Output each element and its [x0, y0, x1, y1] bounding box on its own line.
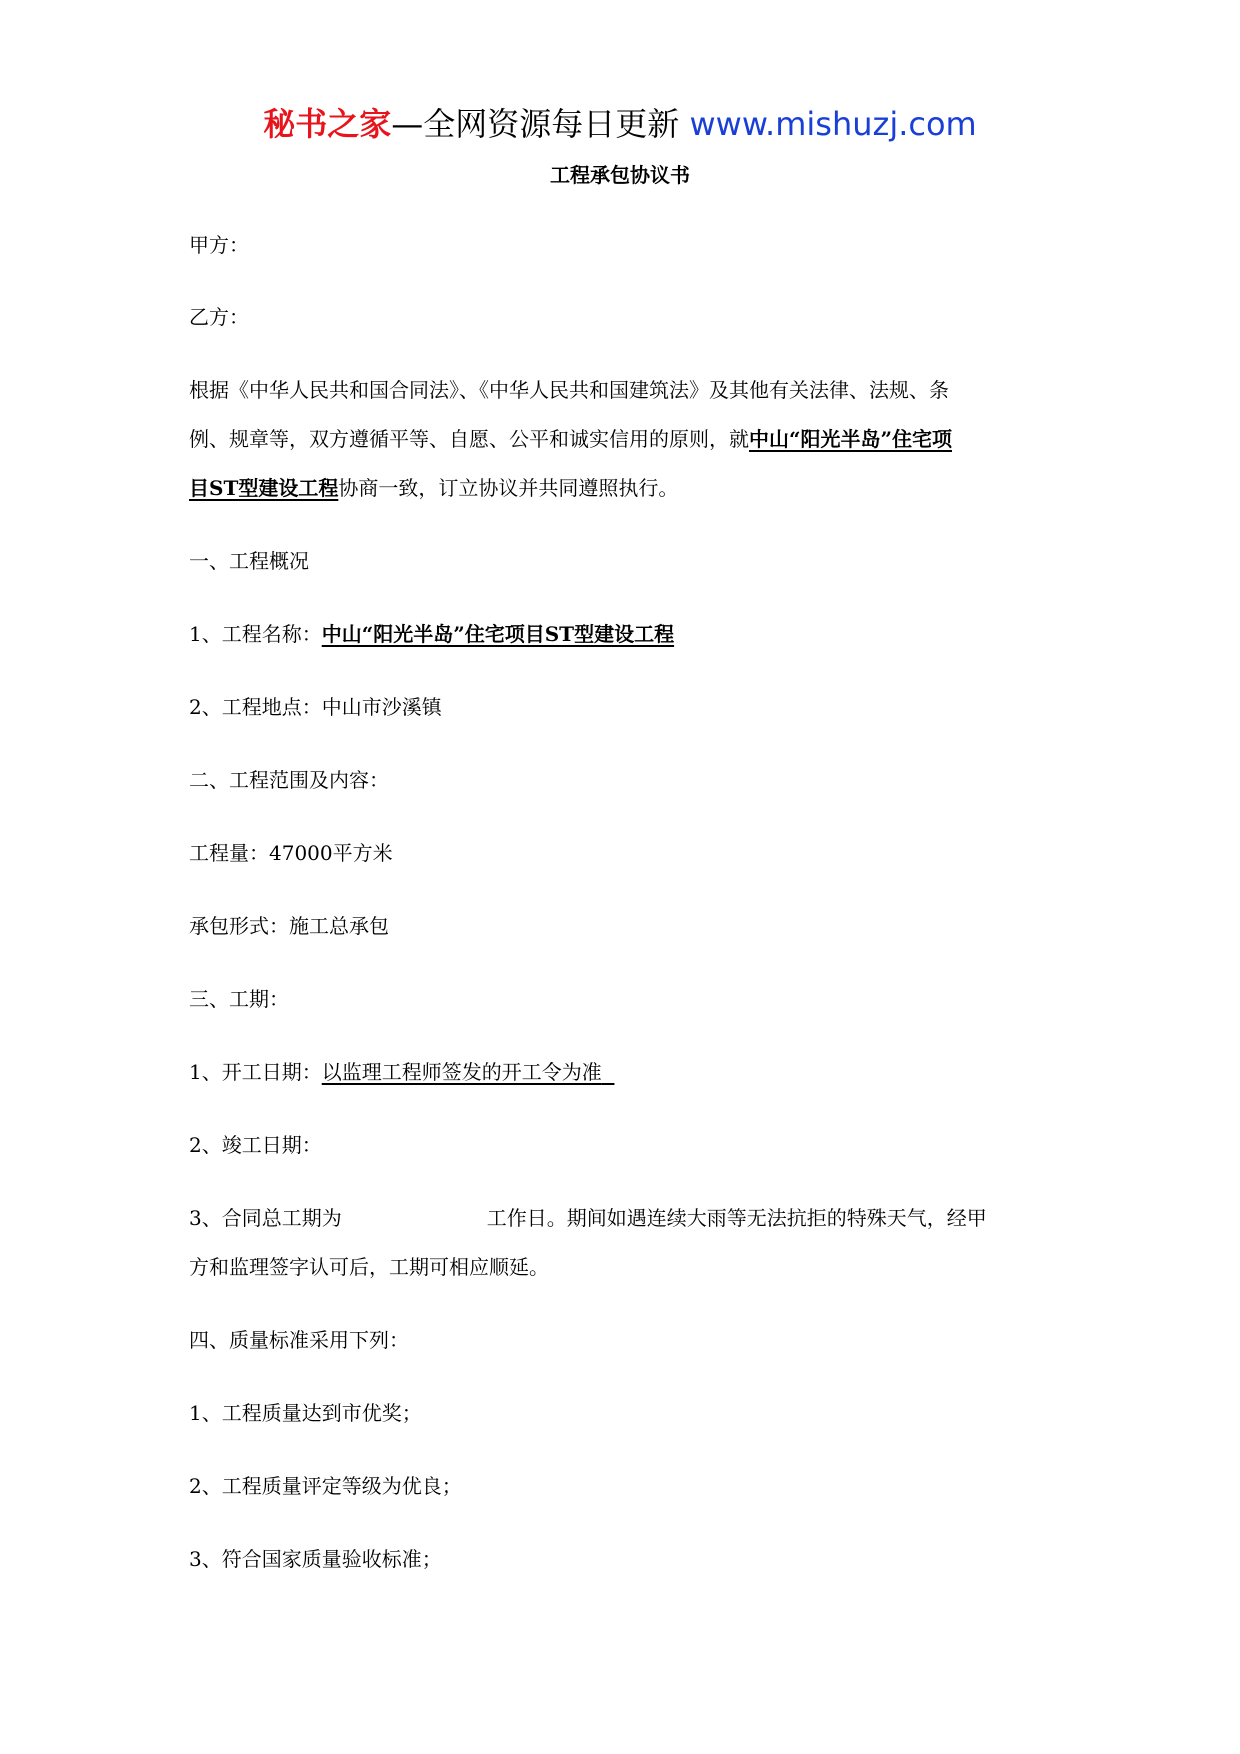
project-name-value: 中山“阳光半岛”住宅项目ST型建设工程	[321, 622, 675, 646]
project-name-line	[189, 619, 674, 649]
section-1-heading: 一、工程概况	[189, 549, 309, 573]
section-3-heading: 三、工期：	[189, 987, 289, 1011]
contract-form-line: 承包形式：施工总承包	[189, 914, 389, 938]
total-duration-prefix: 3、合同总工期为	[189, 1206, 342, 1230]
total-duration-suffix: 工作日。期间如遇连续大雨等无法抗拒的特殊天气，经甲	[486, 1206, 987, 1230]
total-duration-line-2: 方和监理签字认可后，工期可相应顺延。	[189, 1255, 549, 1279]
preamble-line-2	[189, 424, 952, 454]
website-link[interactable]: www.mishuzj.com	[689, 105, 977, 143]
project-name-inline-cont: 目ST型建设工程	[189, 476, 339, 500]
quantity-line: 工程量：47000平方米	[189, 841, 393, 865]
section-4-heading: 四、质量标准采用下列：	[189, 1328, 409, 1352]
total-duration-line	[189, 1203, 987, 1233]
end-date-line: 2、竣工日期：	[189, 1133, 322, 1157]
preamble-line-3	[189, 473, 678, 503]
header-banner	[0, 100, 1240, 148]
party-a-label: 甲方：	[189, 233, 249, 257]
preamble-text-end: 协商一致，订立协议并共同遵照执行。	[338, 476, 679, 500]
banner-slogan: —全网资源每日更新	[391, 105, 680, 143]
project-name-label: 1、工程名称：	[189, 622, 322, 646]
brand-name: 秘书之家	[263, 105, 392, 143]
party-b-label: 乙方：	[189, 305, 249, 329]
project-location: 2、工程地点：中山市沙溪镇	[189, 695, 442, 719]
preamble-text: 例、规章等，双方遵循平等、自愿、公平和诚实信用的原则，就	[189, 427, 749, 451]
section-2-heading: 二、工程范围及内容：	[189, 768, 389, 792]
project-name-inline: 中山“阳光半岛”住宅项	[749, 427, 953, 451]
quality-item-2: 2、工程质量评定等级为优良；	[189, 1474, 462, 1498]
quality-item-3: 3、符合国家质量验收标准；	[189, 1547, 442, 1571]
quality-item-1: 1、工程质量达到市优奖；	[189, 1401, 422, 1425]
start-date-line	[189, 1057, 614, 1087]
document-title: 工程承包协议书	[550, 163, 690, 187]
start-date-label: 1、开工日期：	[189, 1060, 322, 1084]
preamble-line-1: 根据《中华人民共和国合同法》、《中华人民共和国建筑法》及其他有关法律、法规、条	[189, 378, 949, 402]
start-date-value: 以监理工程师签发的开工令为准	[321, 1060, 602, 1084]
